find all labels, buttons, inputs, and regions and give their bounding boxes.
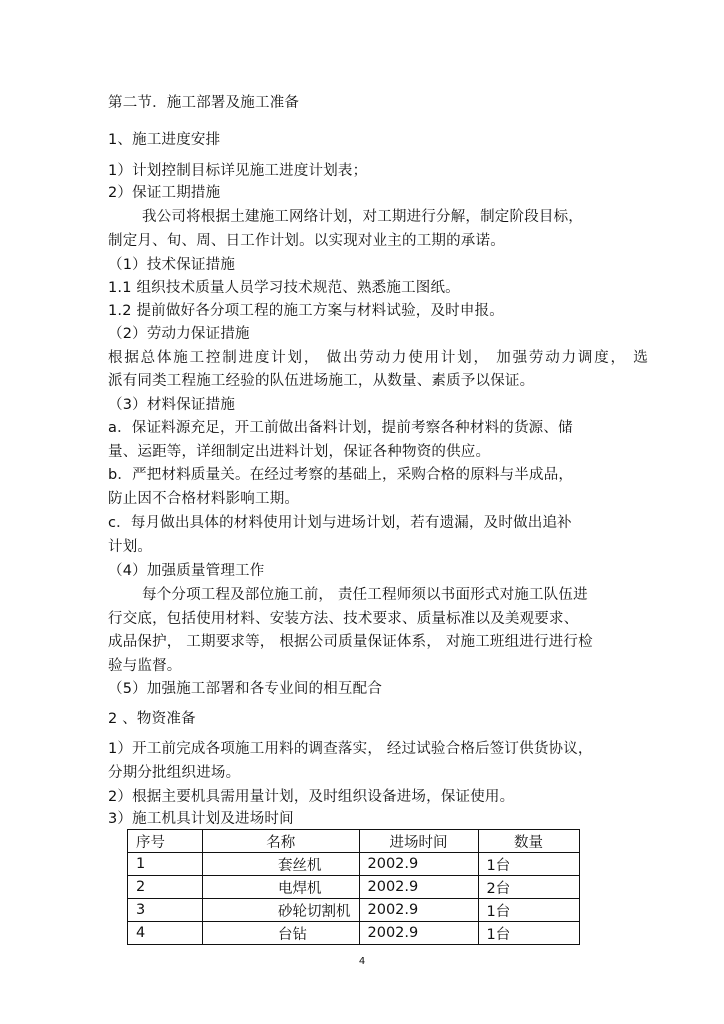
table-cell: 1台 [478, 922, 579, 945]
table-cell: 1台 [478, 853, 579, 876]
subsection-heading: 2 、物资准备 [108, 711, 196, 727]
table-cell: 1台 [478, 899, 579, 922]
text-line: 验与监督。 [108, 658, 182, 674]
table-row [128, 922, 580, 945]
text-line: （3）材料保证措施 [108, 397, 236, 413]
text-line: 2）保证工期措施 [108, 185, 221, 201]
text-line: c．每月做出具体的材料使用计划与进场计划，若有遗漏，及时做出追补 [108, 515, 572, 531]
table-cell: 2台 [478, 876, 579, 899]
column-header: 序号 [128, 830, 203, 853]
text-line: 计划。 [108, 539, 153, 555]
table-cell: 1 [128, 853, 203, 876]
text-line: 每个分项工程及部位施工前， 责任工程师须以书面形式对施工队伍进 [142, 587, 588, 603]
text-line: 1.1 组织技术质量人员学习技术规范、熟悉施工图纸。 [108, 280, 460, 296]
subsection-heading: 1、施工进度安排 [108, 132, 221, 148]
table-cell: 2002.9 [359, 876, 478, 899]
page-number: 4 [358, 956, 366, 967]
text-line: 量、运距等，详细制定出进料计划，保证各种物资的供应。 [108, 444, 491, 460]
text-line: 我公司将根据土建施工网络计划，对工期进行分解，制定阶段目标， [142, 209, 583, 225]
table-cell: 套丝机 [203, 853, 360, 876]
table-cell: 4 [128, 922, 203, 945]
text-line: b．严把材料质量关。在经过考察的基础上，采购合格的原料与半成品， [108, 467, 574, 483]
text-line: 1）开工前完成各项施工用料的调查落实， 经过试验合格后签订供货协议， [108, 741, 593, 757]
text-line: （4）加强质量管理工作 [108, 563, 265, 579]
text-line: 成品保护， 工期要求等， 根据公司质量保证体系， 对施工班组进行进行检 [108, 634, 593, 650]
section-heading: 第二节．施工部署及施工准备 [108, 95, 300, 111]
table-cell: 2002.9 [359, 922, 478, 945]
text-line: 派有同类工程施工经验的队伍进场施工，从数量、素质予以保证。 [108, 373, 535, 389]
text-line: a．保证料源充足，开工前做出备料计划，提前考察各种材料的货源、储 [108, 420, 573, 436]
text-line: 2）根据主要机具需用量计划，及时组织设备进场，保证使用。 [108, 789, 515, 805]
text-line: 1）计划控制目标详见施工进度计划表； [108, 163, 368, 179]
table-header-row [128, 830, 580, 853]
column-header: 名称 [203, 830, 360, 853]
text-line: 1.2 提前做好各分项工程的施工方案与材料试验，及时申报。 [108, 303, 504, 319]
text-line: 防止因不合格材料影响工期。 [108, 491, 300, 507]
text-line: （2）劳动力保证措施 [108, 326, 250, 342]
text-line: （5）加强施工部署和各专业间的相互配合 [108, 681, 383, 697]
table-cell: 砂轮切割机 [203, 899, 360, 922]
table-cell: 2 [128, 876, 203, 899]
table-cell: 电焊机 [203, 876, 360, 899]
column-header: 进场时间 [359, 830, 478, 853]
table-row [128, 853, 580, 876]
table-cell: 2002.9 [359, 853, 478, 876]
table-cell: 3 [128, 899, 203, 922]
table-row [128, 876, 580, 899]
text-line: 分期分批组织进场。 [108, 765, 241, 781]
table-row [128, 899, 580, 922]
text-line: （1）技术保证措施 [108, 257, 236, 273]
text-line: 根据总体施工控制进度计划， 做出劳动力使用计划， 加强劳动力调度， 选 [108, 350, 648, 366]
text-line: 3）施工机具计划及进场时间 [108, 811, 294, 827]
table-cell: 台钻 [203, 922, 360, 945]
text-line: 行交底，包括使用材料、安装方法、技术要求、质量标准以及美观要求、 [108, 611, 579, 627]
column-header: 数量 [478, 830, 579, 853]
equipment-table [127, 829, 580, 945]
text-line: 制定月、旬、周、日工作计划。以实现对业主的工期的承诺。 [108, 233, 505, 249]
table-cell: 2002.9 [359, 899, 478, 922]
